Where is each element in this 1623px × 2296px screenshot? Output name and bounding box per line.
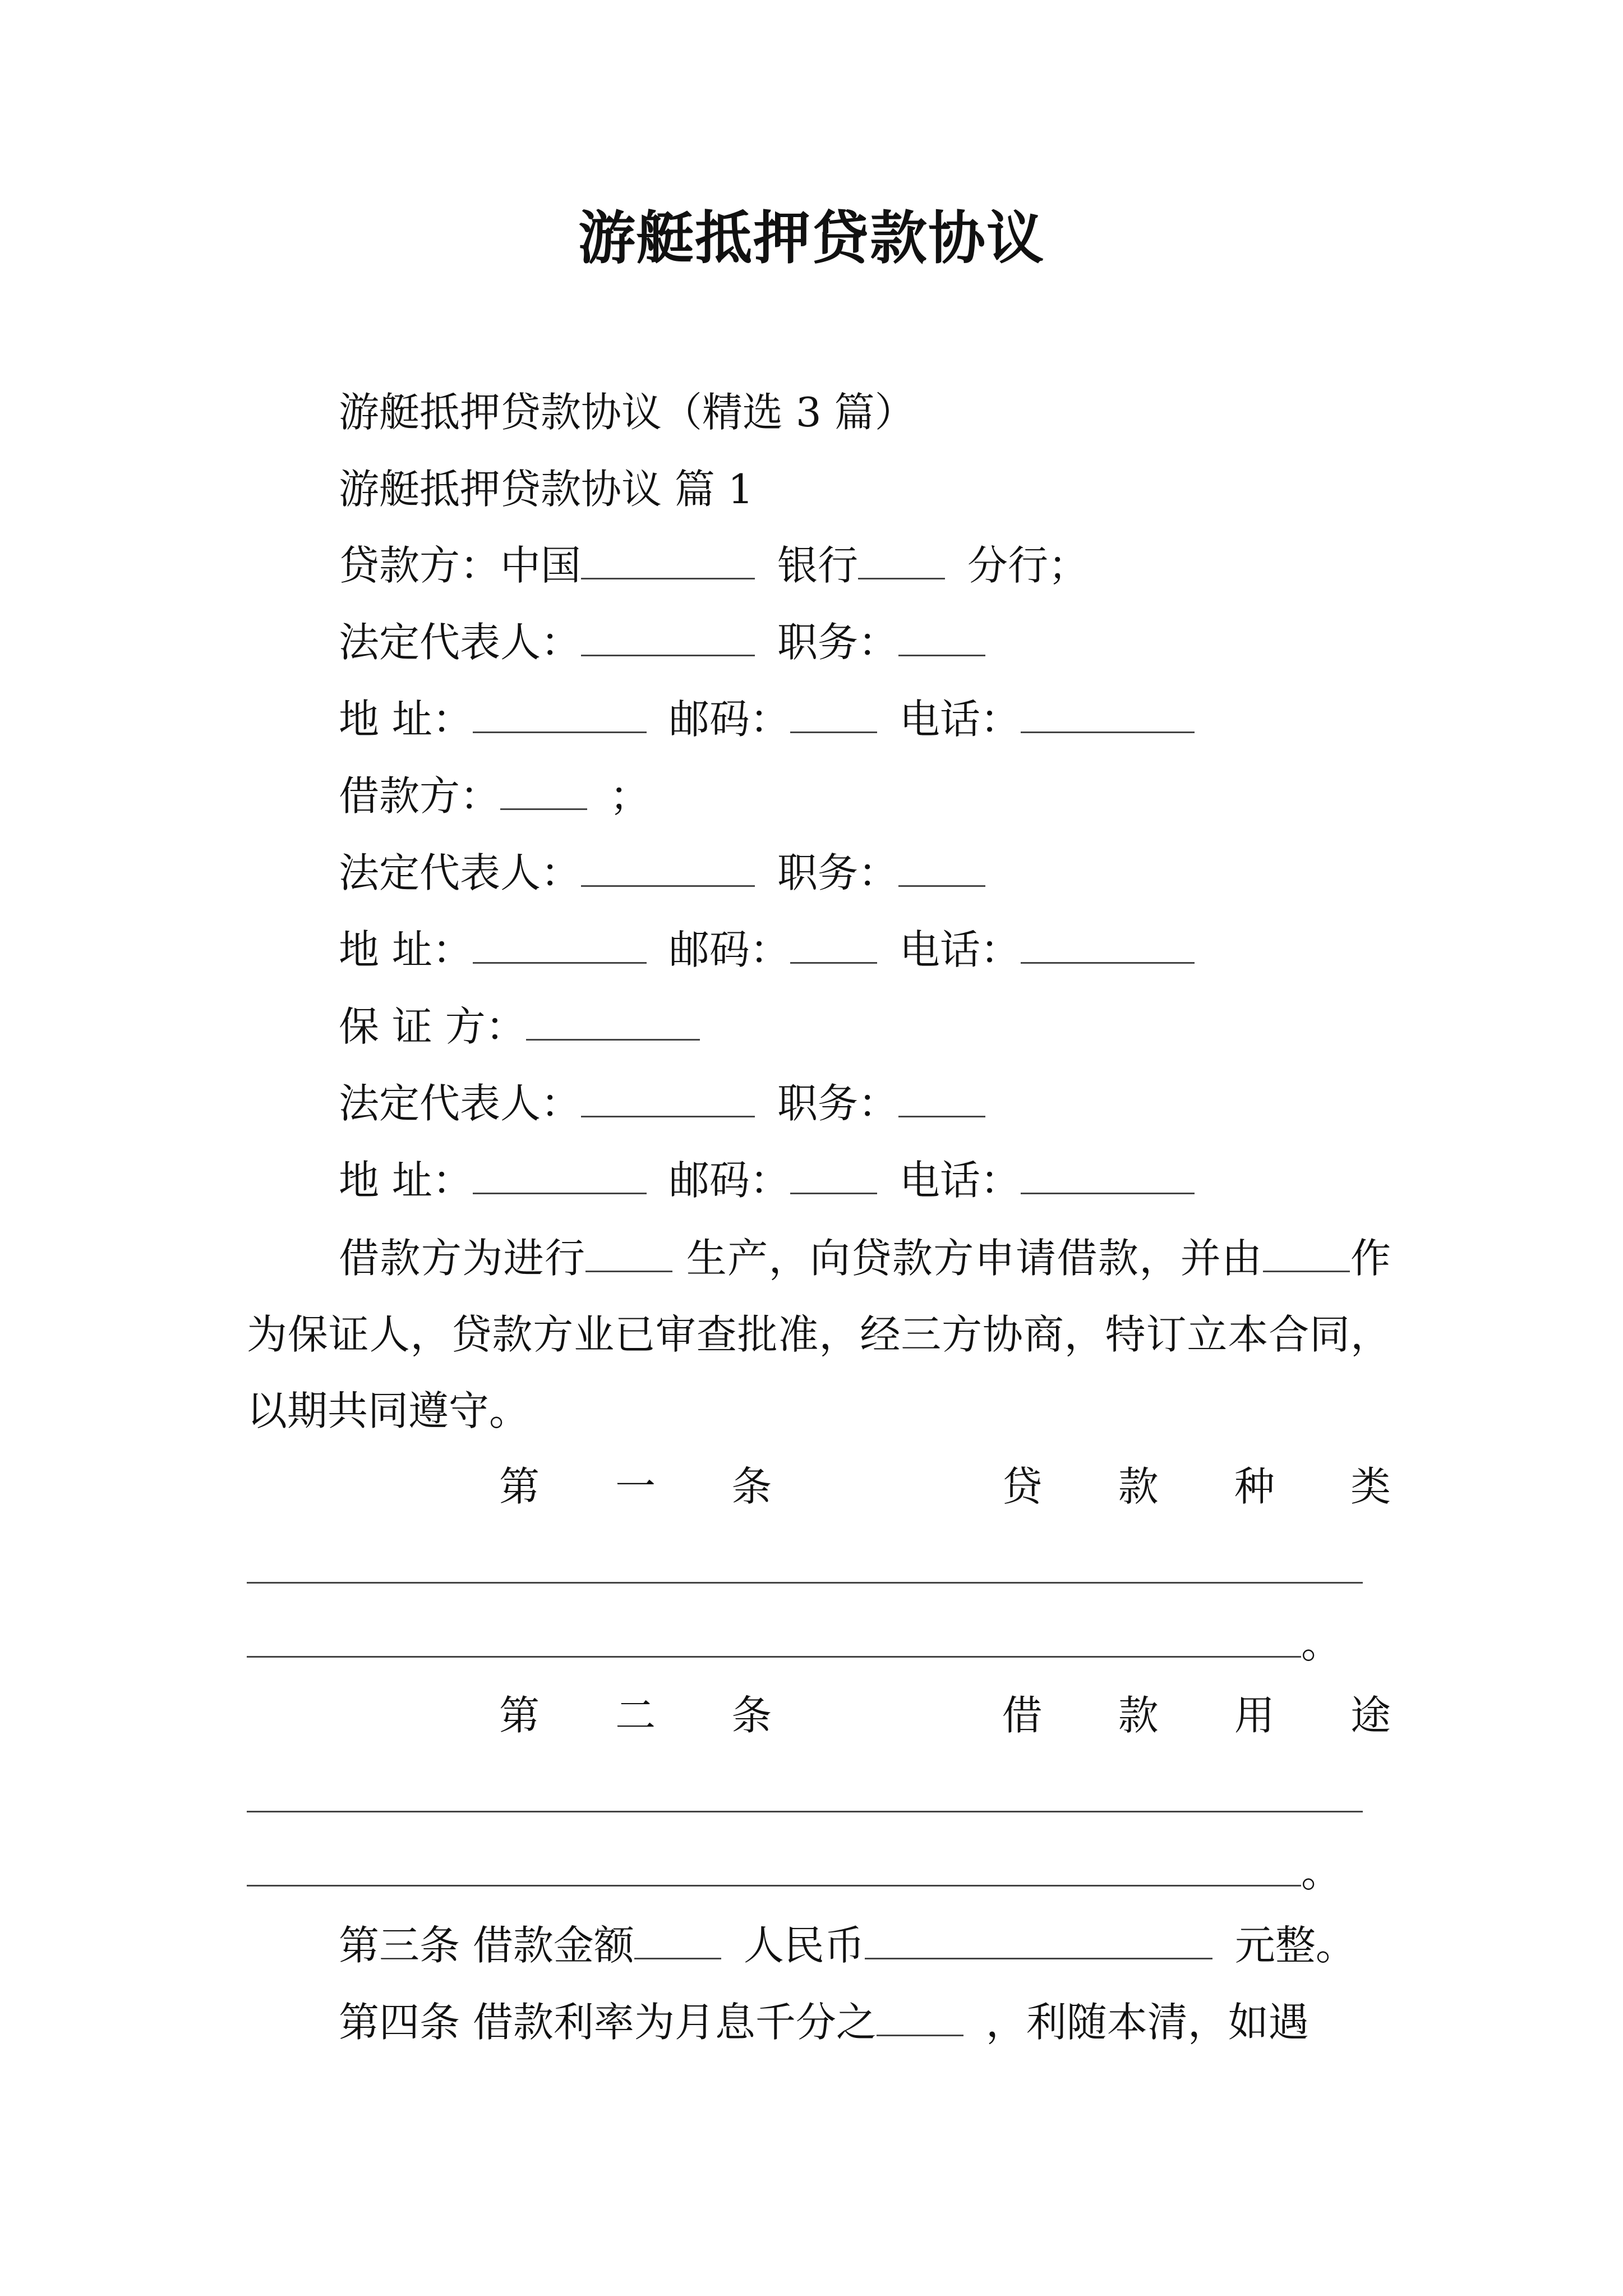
article1-char: 类 — [1350, 1463, 1391, 1510]
borrower-rep-line — [339, 845, 985, 901]
borrower-line — [339, 768, 650, 824]
lender-rep-blank — [581, 619, 755, 656]
article1-char: 贷 — [1002, 1463, 1043, 1510]
lender-bank-label: 银行 — [777, 542, 859, 589]
article4-label: 第四条 借款利率为月息千分之 — [339, 1999, 877, 2046]
article3-amount-blank — [634, 1922, 721, 1959]
guarantor-title-blank — [898, 1080, 985, 1117]
borrower-rep-label: 法定代表人： — [339, 849, 582, 896]
guarantor-line — [339, 999, 700, 1055]
lender-branch-label: 分行； — [967, 542, 1089, 589]
borrower-phone-label: 电话： — [899, 926, 1021, 973]
article2-char: 二 — [615, 1692, 656, 1739]
article3-line — [339, 1917, 1356, 1973]
intro-part1: 借款方为进行 — [339, 1235, 586, 1282]
article2-char: 借 — [1002, 1692, 1043, 1739]
guarantor-rep-line — [339, 1075, 985, 1131]
borrower-address-blank — [473, 926, 647, 964]
borrower-zip-label: 邮码： — [668, 926, 790, 973]
article3-end: 元整。 — [1234, 1922, 1356, 1969]
article1-heading — [247, 1458, 1391, 1515]
lender-phone-label: 电话： — [899, 696, 1021, 743]
borrower-address-label: 地 址： — [339, 926, 473, 973]
intro-production-blank — [585, 1235, 672, 1272]
article1-char: 一 — [615, 1463, 656, 1510]
lender-title-blank — [898, 619, 985, 656]
intro-paragraph — [247, 1220, 1391, 1449]
article1-blank-line-1 — [247, 1537, 1363, 1584]
lender-label: 贷款方：中国 — [339, 542, 582, 589]
borrower-zip-blank — [790, 926, 877, 964]
lender-phone-blank — [1021, 696, 1195, 733]
borrower-rep-blank — [581, 849, 755, 887]
lender-rep-line — [339, 614, 985, 670]
article2-char: 款 — [1118, 1692, 1159, 1739]
lender-zip-blank — [790, 696, 877, 733]
intro-guarantor-blank — [1263, 1235, 1350, 1272]
article3-rmb-blank — [865, 1922, 1212, 1959]
guarantor-address-blank — [473, 1157, 647, 1194]
section-heading: 游艇抵押贷款协议 篇 1 — [339, 466, 754, 513]
guarantor-phone-label: 电话： — [899, 1157, 1021, 1204]
article2-blank-line-2 — [247, 1844, 1341, 1901]
article1-char: 种 — [1234, 1463, 1275, 1510]
article2-period: 。 — [1301, 1849, 1342, 1896]
lender-bank-blank — [858, 542, 945, 579]
borrower-title-blank — [898, 849, 985, 887]
borrower-title-label: 职务： — [777, 849, 899, 896]
article1-char: 条 — [731, 1463, 772, 1510]
document-title: 游艇抵押贷款协议 — [578, 205, 1045, 272]
article3-label: 第三条 借款金额 — [339, 1922, 634, 1969]
article1-rule — [247, 1617, 1301, 1658]
document-subtitle: 游艇抵押贷款协议（精选 3 篇） — [339, 389, 915, 436]
borrower-address-line — [339, 922, 1195, 978]
article1-period: 。 — [1301, 1620, 1342, 1667]
article4-line — [339, 1994, 1309, 2050]
guarantor-name-blank — [526, 1003, 700, 1041]
article2-char: 途 — [1350, 1692, 1391, 1739]
article2-heading — [247, 1687, 1391, 1743]
guarantor-zip-label: 邮码： — [668, 1157, 790, 1204]
article3-rmb-label: 人民币 — [743, 1922, 865, 1969]
lender-zip-label: 邮码： — [668, 696, 790, 743]
guarantor-address-line — [339, 1152, 1195, 1208]
guarantor-phone-blank — [1021, 1157, 1195, 1194]
borrower-end: ； — [610, 772, 651, 820]
borrower-phone-blank — [1021, 926, 1195, 964]
article1-char: 第 — [499, 1463, 540, 1510]
lender-title-label: 职务： — [777, 619, 899, 666]
guarantor-label: 保 证 方： — [339, 1003, 526, 1050]
guarantor-address-label: 地 址： — [339, 1157, 473, 1204]
article1-char: 款 — [1118, 1463, 1159, 1510]
guarantor-title-label: 职务： — [777, 1080, 899, 1127]
lender-address-label: 地 址： — [339, 696, 473, 743]
guarantor-zip-blank — [790, 1157, 877, 1194]
article2-char: 用 — [1234, 1692, 1275, 1739]
intro-part3: 作为保证人，贷款方业已审查批准，经三方协商，特订立本合同，以期共同遵守。 — [247, 1235, 1391, 1434]
guarantor-rep-blank — [581, 1080, 755, 1117]
article4-rate-blank — [877, 1999, 963, 2036]
borrower-name-blank — [500, 772, 587, 810]
intro-part2: 生产，向贷款方申请借款，并由 — [686, 1235, 1263, 1282]
article2-blank-line-1 — [247, 1766, 1363, 1812]
article4-rest: ，利随本清，如遇 — [985, 1999, 1309, 2046]
lender-address-line — [339, 691, 1195, 747]
article2-char: 第 — [499, 1692, 540, 1739]
lender-name-blank — [581, 542, 755, 579]
article1-blank-line-2 — [247, 1616, 1341, 1672]
lender-line — [339, 537, 1089, 593]
article2-rule — [247, 1846, 1301, 1887]
borrower-label: 借款方： — [339, 772, 501, 820]
article2-char: 条 — [731, 1692, 772, 1739]
lender-address-blank — [473, 696, 647, 733]
lender-rep-label: 法定代表人： — [339, 619, 582, 666]
guarantor-rep-label: 法定代表人： — [339, 1080, 582, 1127]
